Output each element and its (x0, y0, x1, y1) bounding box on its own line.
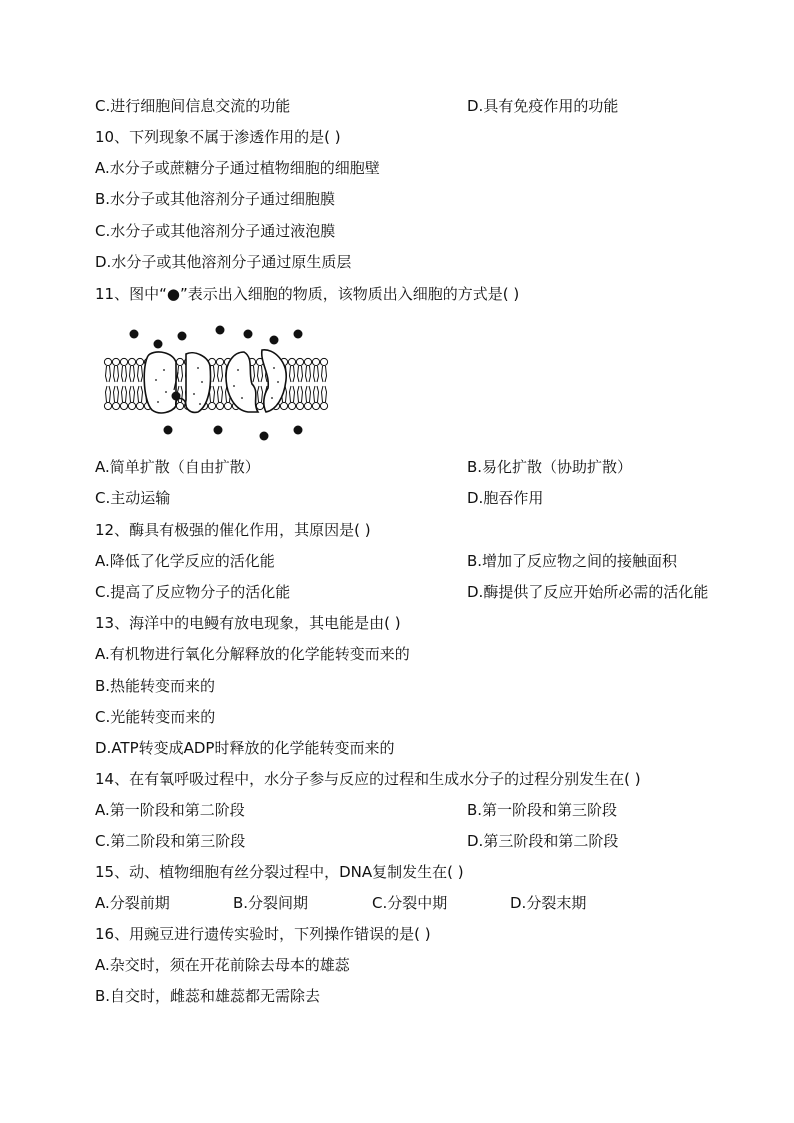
q9-options-cd (95, 95, 619, 117)
q13-stem: 13、海洋中的电鳗有放电现象，其电能是由( ) (95, 614, 401, 632)
q12-option-a: A.降低了化学反应的活化能 (95, 552, 275, 570)
q13-option-a: A.有机物进行氧化分解释放的化学能转变而来的 (95, 645, 410, 663)
q14-option-b: B.第一阶段和第三阶段 (467, 801, 618, 819)
q13-option-b: B.热能转变而来的 (95, 677, 216, 695)
q14-option-d: D.第三阶段和第二阶段 (467, 832, 619, 850)
q10-option-a: A.水分子或蔗糖分子通过植物细胞的细胞壁 (95, 159, 380, 177)
q12-option-d: D.酶提供了反应开始所必需的活化能 (467, 583, 709, 601)
q9-option-c: C.进行细胞间信息交流的功能 (95, 97, 291, 115)
q10-option-c: C.水分子或其他溶剂分子通过液泡膜 (95, 222, 336, 240)
q11-option-c: C.主动运输 (95, 489, 171, 507)
membrane-diagram (102, 322, 336, 444)
q10-option-b: B.水分子或其他溶剂分子通过细胞膜 (95, 190, 336, 208)
q16-option-a: A.杂交时，须在开花前除去母本的雄蕊 (95, 956, 350, 974)
q11-stem: 11、图中“●”表示出入细胞的物质，该物质出入细胞的方式是( ) (95, 285, 520, 303)
q13-option-c: C.光能转变而来的 (95, 708, 216, 726)
q9-option-d: D.具有免疫作用的功能 (467, 97, 619, 115)
q11-option-b: B.易化扩散（协助扩散） (467, 458, 633, 476)
q12-option-b: B.增加了反应物之间的接触面积 (467, 552, 678, 570)
q11-options-ab (95, 456, 633, 478)
q16-option-b: B.自交时，雌蕊和雄蕊都无需除去 (95, 987, 321, 1005)
q14-stem: 14、在有氧呼吸过程中，水分子参与反应的过程和生成水分子的过程分别发生在( ) (95, 770, 641, 788)
q14-options-ab (95, 799, 618, 821)
q13-option-d: D.ATP转变成ADP时释放的化学能转变而来的 (95, 739, 395, 757)
q15-option-c: C.分裂中期 (372, 894, 448, 912)
q15-option-b: B.分裂间期 (233, 894, 309, 912)
q12-option-c: C.提高了反应物分子的活化能 (95, 583, 291, 601)
q14-option-c: C.第二阶段和第三阶段 (95, 832, 246, 850)
q14-option-a: A.第一阶段和第二阶段 (95, 801, 245, 819)
q15-option-d: D.分裂末期 (510, 894, 587, 912)
q15-option-a: A.分裂前期 (95, 894, 170, 912)
q11-option-a: A.简单扩散（自由扩散） (95, 458, 260, 476)
q12-stem: 12、酶具有极强的催化作用，其原因是( ) (95, 521, 371, 539)
q14-options-cd (95, 830, 619, 852)
q12-options-ab (95, 550, 678, 572)
q10-option-d: D.水分子或其他溶剂分子通过原生质层 (95, 253, 352, 271)
q16-stem: 16、用豌豆进行遗传实验时，下列操作错误的是( ) (95, 925, 431, 943)
q10-stem: 10、下列现象不属于渗透作用的是( ) (95, 128, 341, 146)
q11-option-d: D.胞吞作用 (467, 489, 544, 507)
q12-options-cd (95, 581, 709, 603)
q15-options (95, 892, 695, 914)
q11-options-cd (95, 487, 544, 509)
q15-stem: 15、动、植物细胞有丝分裂过程中，DNA复制发生在( ) (95, 863, 464, 881)
